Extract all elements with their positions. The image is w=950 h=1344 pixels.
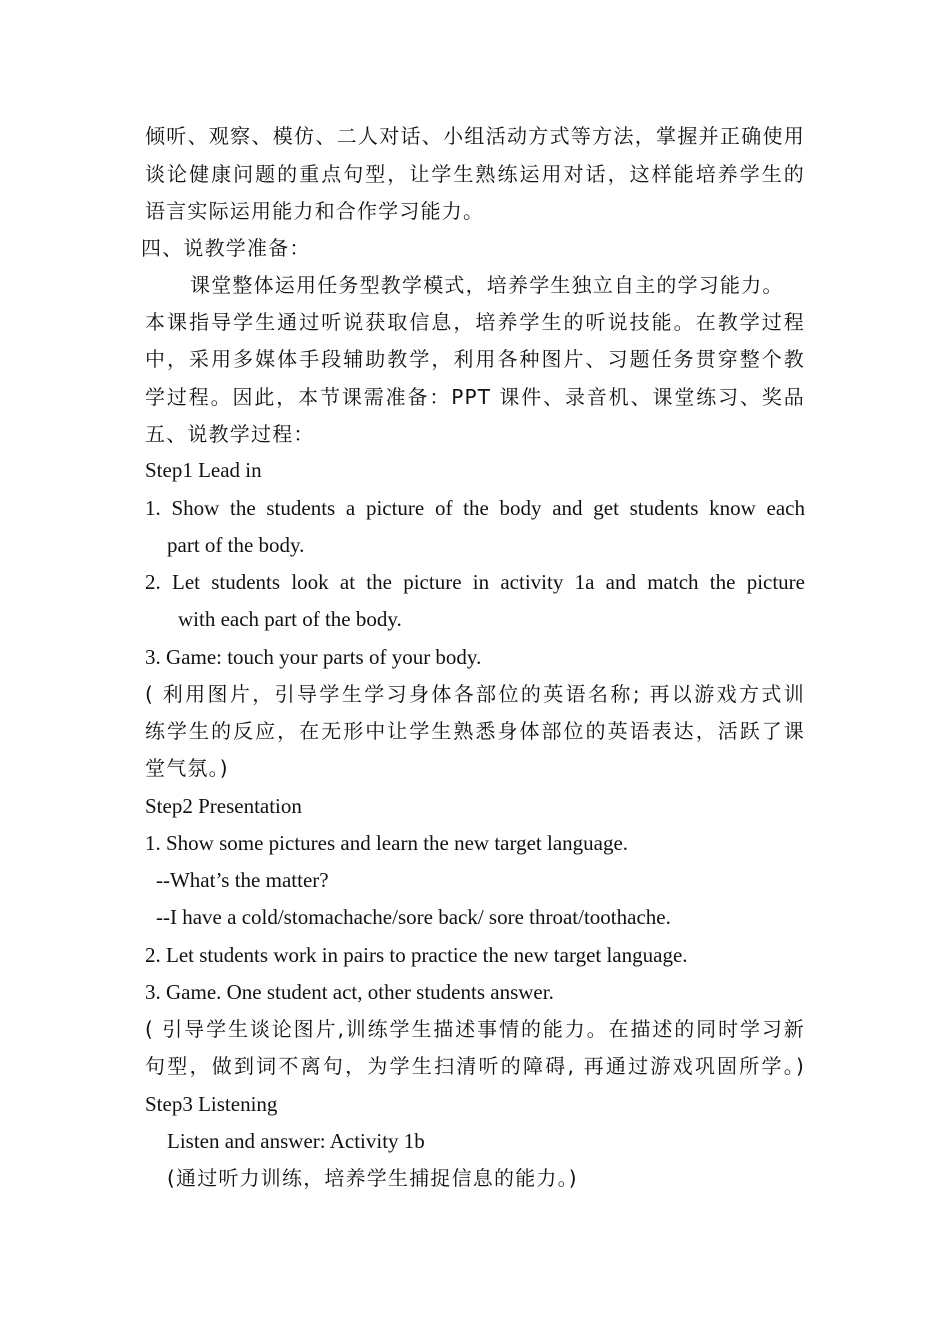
step-heading: Step1 Lead in [145, 458, 262, 482]
note-line: (通过听力训练，培养学生捕捉信息的能力。) [167, 1166, 578, 1190]
note-line: ( 利用图片，引导学生学习身体各部位的英语名称; 再以游戏方式训 [145, 682, 805, 706]
paragraph-line: 倾听、观察、模仿、二人对话、小组活动方式等方法，掌握并正确使用 [145, 124, 805, 148]
note-line: ( 引导学生谈论图片,训练学生描述事情的能力。在描述的同时学习新 [145, 1017, 805, 1041]
section-heading: 四、说教学准备： [141, 236, 311, 260]
list-item-continuation: with each part of the body. [178, 607, 402, 631]
list-item: 3. Game: touch your parts of your body. [145, 645, 482, 669]
section-heading: 五、说教学过程： [145, 422, 315, 446]
step-heading: Step3 Listening [145, 1092, 278, 1116]
list-item-continuation: part of the body. [167, 533, 305, 557]
paragraph-line: 谈论健康问题的重点句型，让学生熟练运用对话，这样能培养学生的 [145, 162, 805, 186]
note-line: 句型，做到词不离句，为学生扫清听的障碍, 再通过游戏巩固所学。) [145, 1054, 805, 1078]
note-line: 堂气氛。) [145, 756, 229, 780]
activity-line: Listen and answer: Activity 1b [167, 1129, 425, 1153]
paragraph-line: 课堂整体运用任务型教学模式，培养学生独立自主的学习能力。 [190, 273, 784, 297]
list-item: 2. Let students look at the picture in activity 1a and match the picture [145, 570, 805, 594]
paragraph-line: 本课指导学生通过听说获取信息，培养学生的听说技能。在教学过程 [145, 310, 805, 334]
dialogue-line: --I have a cold/stomachache/sore back/ sore throat/toothache. [156, 905, 671, 929]
note-line: 练学生的反应，在无形中让学生熟悉身体部位的英语表达，活跃了课 [145, 719, 805, 743]
paragraph-line: 中，采用多媒体手段辅助教学，利用各种图片、习题任务贯穿整个教 [145, 347, 805, 371]
list-item: 2. Let students work in pairs to practice the new target language. [145, 943, 688, 967]
list-item: 3. Game. One student act, other students answer. [145, 980, 554, 1004]
paragraph-line: 学过程。因此，本节课需准备：PPT 课件、录音机、课堂练习、奖品 [145, 385, 805, 409]
list-item: 1. Show the students a picture of the body and get students know each [145, 496, 805, 520]
list-item: 1. Show some pictures and learn the new target language. [145, 831, 629, 855]
dialogue-line: --What’s the matter? [156, 868, 329, 892]
step-heading: Step2 Presentation [145, 794, 302, 818]
paragraph-line: 语言实际运用能力和合作学习能力。 [145, 199, 485, 223]
